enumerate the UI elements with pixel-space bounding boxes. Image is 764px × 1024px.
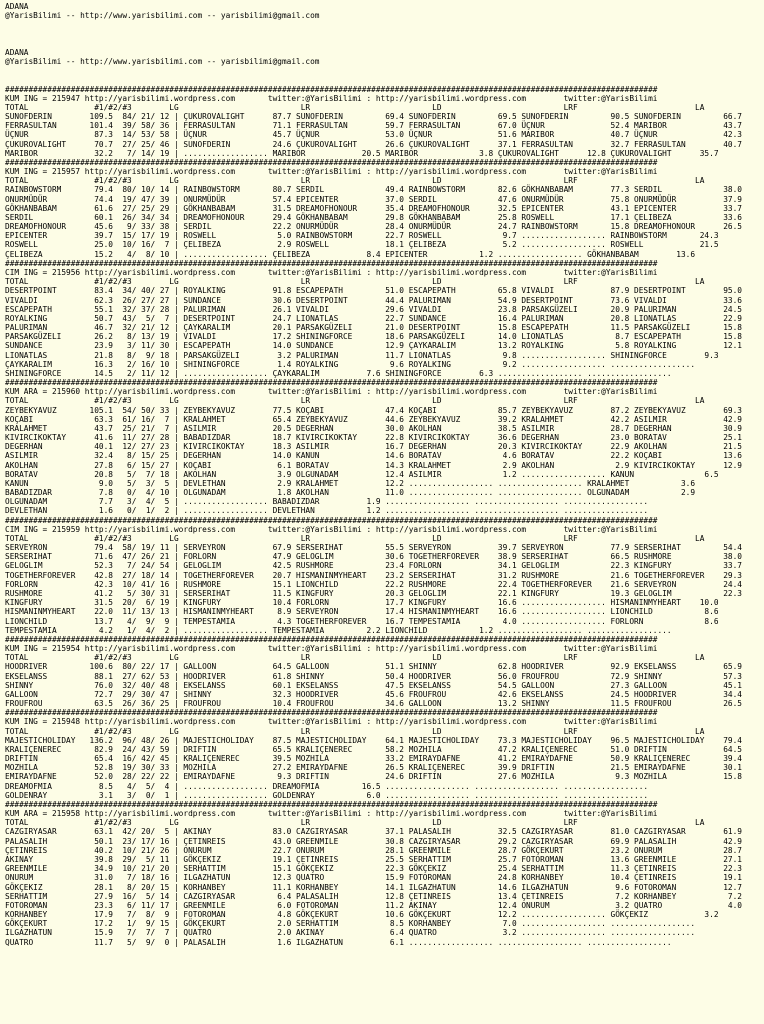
table-row: FOTOROMAN 23.3 6/ 11/ 17 | GREENMILE 6.0 FOTOROMAN 11.2 AKINAY 12.4 ONURUM 3.2 QUATRO 4.0 [5,900,742,910]
separator-line: ########################################################################################################################################### [5,157,658,167]
table-row: GREENMILE 34.9 10/ 21/ 20 | SERHATTIM 15.1 GÖKÇEKIZ 22.3 GÖKÇEKIZ 25.4 SERHATTIM 11.3 ÇETINREIS 22.3 [5,864,742,874]
table-row: HISMANINMYHEART 22.0 11/ 13/ 13 | HISMANINMYHEART 8.9 SERVEYRON 17.4 HISMANINMYHEART 16.6 .................. LIONCHILD 8.6 [5,607,719,617]
blank-line [5,20,764,29]
table-row: GELOGLIM 52.3 7/ 24/ 54 | GELOGLIM 42.5 RUSHMORE 23.4 FORLORN 34.1 GELOGLIM 22.3 KINGFURY 33.7 [5,561,742,571]
column-header: TOTAL #1/#2/#3 LG LR LD LRF LA [5,726,705,736]
table-row: FORLORN 42.3 10/ 41/ 16 | RUSHMORE 15.1 LIONCHILD 22.2 RUSHMORE 22.4 TOGETHERFOREVER 21.6 SERVEYRON 24.4 [5,579,742,589]
table-row: DEGERHAN 40.1 12/ 27/ 23 | KIVIRCIKOKTAY 18.3 ASILMIR 16.7 DEGERHAN 20.3 KIVIRCIKOKTAY 22.9 AKOLHAN 21.5 [5,442,742,452]
table-row: PALURIMAN 46.7 32/ 21/ 12 | ÇAYKARALIM 20.1 PARSAKGÜZELI 21.0 DESERTPOINT 15.8 ESCAPEPATH 11.5 PARSAKGÜZELI 15.8 [5,323,742,333]
table-row: QUATRO 11.7 5/ 9/ 0 | PALASALIH 1.6 ILGAZHATUN 6.1 .................. .................. .................. [5,937,672,947]
table-row: DRIFTIN 65.4 16/ 42/ 45 | KRALIÇENEREC 39.5 MOZHILA 33.2 EMIRAYDAFNE 41.2 EMIRAYDAFNE 50.9 KRALIÇENEREC 39.4 [5,754,742,764]
table-row: SERSERIHAT 71.6 47/ 26/ 21 | FORLORN 47.9 GELOGLIM 30.6 TOGETHERFOREVER 38.9 SERSERIHAT 66.5 RUSHMORE 38.0 [5,552,742,562]
site-credit: @YarisBilimi -- http://www.yarisbilimi.com -- yarisbilimi@gmail.com [5,11,320,21]
table-row: MARIBOR 32.2 7/ 14/ 19 | .................. MARIBOR 20.5 MARIBOR 3.8 ÇUKUROVALIGHT 12.8 ÇUKUROVALIGHT 35.7 [5,148,719,158]
table-row: TOGETHERFOREVER 42.8 27/ 18/ 14 | TOGETHERFOREVER 20.7 HISMANINMYHEART 23.2 SERSERIHAT 31.2 RUSHMORE 21.6 TOGETHERFOREVER 29.3 [5,570,742,580]
table-row: EPICENTER 39.7 15/ 17/ 19 | ROSWELL 5.0 RAINBOWSTORM 22.7 ROSWELL 9.7 .................. RAINBOWSTORM 24.3 [5,231,719,241]
site-credit-repeat: @YarisBilimi -- http://www.yarisbilimi.com -- yarisbilimi@gmail.com [5,57,320,67]
column-header: TOTAL #1/#2/#3 LG LR LD LRF LA [5,818,705,828]
table-row: DREAMOFMIA 8.5 4/ 5/ 4 | .................. DREAMOFMIA 16.5 .................. .................. .................. [5,781,649,791]
table-row: ONURMÜDÜR 74.4 19/ 47/ 39 | ONURMÜDÜR 57.4 EPICENTER 37.0 SERDIL 47.6 ONURMÜDÜR 75.8 ONURMÜDÜR 37.9 [5,194,742,204]
table-row: LIONATLAS 21.8 8/ 9/ 18 | PARSAKGÜZELI 3.2 PALURIMAN 11.7 LIONATLAS 9.8 .................. SHININGFORCE 9.3 [5,350,719,360]
table-row: FROUFROU 63.5 26/ 36/ 25 | FROUFROU 10.4 FROUFROU 34.6 GALLOON 13.2 SHINNY 11.5 FROUFROU 26.5 [5,699,742,709]
table-row: ÇELIBEZA 15.2 4/ 8/ 10 | .................. ÇELIBEZA 8.4 EPICENTER 1.2 .................. GÖKHANBABAM 13.6 [5,249,696,259]
separator-line: ########################################################################################################################################### [5,708,658,718]
column-header: TOTAL #1/#2/#3 LG LR LD LRF LA [5,653,705,663]
table-row: AKINAY 39.8 29/ 5/ 11 | GÖKÇEKIZ 19.1 ÇETINREIS 25.5 SERHATTIM 25.7 FOTOROMAN 13.6 GREENMILE 27.1 [5,854,742,864]
blank-line [5,39,764,48]
table-row: ÇETINREIS 40.2 10/ 21/ 26 | ONURUM 22.7 ONURUM 28.1 GREENMILE 28.7 GÖKÇEKURT 23.2 ONURUM 28.7 [5,845,742,855]
table-row: ROYALKING 50.7 43/ 5/ 7 | DESERTPOINT 24.7 LIONATLAS 22.7 SUNDANCE 16.4 PALURIMAN 20.8 LIONATLAS 22.9 [5,313,742,323]
race-title: KUM ING = 215954 http://yarisbilimi.wordpress.com twitter:@YarisBilimi : http://yarisbilimi.wordpress.com twitter:@YarisBilimi [5,644,658,654]
table-row: AKOLHAN 27.8 6/ 15/ 27 | KOÇABI 6.1 BORATAV 14.3 KRALAHMET 2.9 AKOLHAN 2.9 KIVIRCIKOKTAY 12.9 [5,460,742,470]
table-row: RAINBOWSTORM 79.4 80/ 10/ 14 | RAINBOWSTORM 80.7 SERDIL 49.4 RAINBOWSTORM 82.6 GÖKHANBABAM 77.3 SERDIL 38.0 [5,185,742,195]
race-title: CIM ING = 215956 http://yarisbilimi.wordpress.com twitter:@YarisBilimi : http://yarisbilimi.wordpress.com twitter:@YarisBilimi [5,267,658,277]
table-row: FERRASULTAN 101.4 39/ 58/ 36 | FERRASULTAN 71.1 FERRASULTAN 59.7 FERRASULTAN 67.0 ÜÇNUR 52.4 MARIBOR 43.7 [5,121,742,131]
table-row: KIVIRCIKOKTAY 41.6 11/ 27/ 28 | BABADIZDAR 18.7 KIVIRCIKOKTAY 22.8 KIVIRCIKOKTAY 36.6 DEGERHAN 23.0 BORATAV 25.1 [5,433,742,443]
table-row: CAZGIRYASAR 63.1 42/ 20/ 5 | AKINAY 83.0 CAZGIRYASAR 37.1 PALASALIH 32.5 CAZGIRYASAR 81.0 CAZGIRYASAR 61.9 [5,827,742,837]
table-row: ASILMIR 32.4 8/ 15/ 25 | DEGERHAN 14.0 KANUN 14.6 BORATAV 4.6 BORATAV 22.2 KOÇABI 13.6 [5,451,742,461]
table-row: GÖKHANBABAM 61.6 27/ 25/ 29 | GÖKHANBABAM 31.5 DREAMOFHONOUR 35.4 DREAMOFHONOUR 32.5 EPICENTER 43.1 EPICENTER 33.7 [5,203,742,213]
table-row: ONURUM 31.0 7/ 18/ 16 | ILGAZHATUN 12.3 QUATRO 15.9 FOTOROMAN 24.8 KORHANBEY 10.4 ÇETINREIS 19.1 [5,873,742,883]
table-row: SUNDANCE 23.9 3/ 11/ 30 | ESCAPEPATH 14.0 SUNDANCE 12.9 ÇAYKARALIM 13.2 ROYALKING 5.8 ROYALKING 12.1 [5,341,742,351]
table-row: ZEYBEKYAVUZ 105.1 54/ 50/ 33 | ZEYBEKYAVUZ 77.5 KOÇABI 47.4 KOÇABI 85.7 ZEYBEKYAVUZ 87.2 ZEYBEKYAVUZ 69.3 [5,405,742,415]
table-row: LIONCHILD 13.7 4/ 9/ 9 | TEMPESTAMIA 4.3 TOGETHERFOREVER 16.7 TEMPESTAMIA 4.0 .................. FORLORN 8.6 [5,616,719,626]
table-row: SHINNY 76.0 32/ 40/ 48 | EKSELANSS 60.1 EKSELANSS 47.5 EKSELANSS 54.5 GALLOON 27.3 GALLOON 45.1 [5,680,742,690]
separator-line: ########################################################################################################################################### [5,799,658,809]
site-title: ADANA [5,2,29,11]
table-row: BABADIZDAR 7.8 0/ 4/ 10 | OLGUNADAM 1.8 AKOLHAN 11.0 .................. .................. OLGUNADAM 2.9 [5,488,696,498]
table-row: SHININGFORCE 14.5 2/ 11/ 12 | .................. ÇAYKARALIM 7.6 SHININGFORCE 6.3 .................. .................. [5,368,672,378]
table-row: SERHATTIM 27.9 16/ 5/ 14 | CAZGIRYASAR 6.4 PALASALIH 12.8 ÇETINREIS 13.4 ÇETINREIS 7.2 KORHANBEY 7.2 [5,891,742,901]
blank-line [5,66,764,75]
column-header: TOTAL #1/#2/#3 LG LR LD LRF LA [5,277,705,287]
table-row: SERVEYRON 79.4 58/ 19/ 11 | SERVEYRON 67.9 SERSERIHAT 55.5 SERVEYRON 39.7 SERVEYRON 77.9 SERSERIHAT 54.4 [5,543,742,553]
race-title: KUM ARA = 215958 http://yarisbilimi.wordpress.com twitter:@YarisBilimi : http://yarisbilimi.wordpress.com twitter:@YarisBilimi [5,809,658,819]
separator-line: ########################################################################################################################################### [5,258,658,268]
table-row: GALLOON 72.7 29/ 30/ 47 | SHINNY 32.3 HOODRIVER 45.6 FROUFROU 42.6 EKSELANSS 24.5 HOODRIVER 34.4 [5,689,742,699]
table-row: KANUN 9.0 5/ 3/ 5 | DEVLETHAN 2.9 KRALAHMET 12.2 .................. .................. KRALAHMET 3.6 [5,478,696,488]
site-title-repeat: ADANA [5,47,29,57]
table-row: DREAMOFHONOUR 45.6 9/ 33/ 38 | SERDIL 22.2 ONURMÜDÜR 28.4 ONURMÜDÜR 24.7 RAINBOWSTORM 15.8 DREAMOFHONOUR 26.5 [5,222,742,232]
table-row: GOLDENRAY 3.1 3/ 0/ 1 | .................. GOLDENRAY 6.0 .................. .................. .................. [5,790,649,800]
table-row: HOODRIVER 100.6 80/ 22/ 17 | GALLOON 64.5 GALLOON 51.1 SHINNY 62.8 HOODRIVER 92.9 EKSELANSS 65.9 [5,662,742,672]
table-row: EMIRAYDAFNE 52.0 28/ 22/ 22 | EMIRAYDAFNE 9.3 DRIFTIN 24.6 DRIFTIN 27.6 MOZHILA 9.3 MOZHILA 15.8 [5,772,742,782]
table-row: RUSHMORE 41.2 5/ 30/ 31 | SERSERIHAT 11.5 KINGFURY 20.3 GELOGLIM 22.1 KINGFURY 19.3 GELOGLIM 22.3 [5,589,742,598]
table-row: EKSELANSS 88.1 27/ 62/ 53 | HOODRIVER 61.8 SHINNY 50.4 HOODRIVER 56.0 FROUFROU 72.9 SHINNY 57.3 [5,671,742,681]
race-title: KUM ING = 215948 http://yarisbilimi.wordpress.com twitter:@YarisBilimi : http://yarisbilimi.wordpress.com twitter:@YarisBilimi [5,717,658,727]
table-row: BORATAV 20.8 5/ 7/ 18 | AKOLHAN 3.9 OLGUNADAM 12.4 ASILMIR 1.2 .................. KANUN 6.5 [5,469,719,479]
table-row: ÇAYKARALIM 16.3 2/ 16/ 10 | SHININGFORCE 1.4 ROYALKING 9.6 ROYALKING 9.2 .................. .................. [5,359,696,369]
table-row: GÖKÇEKURT 17.2 1/ 9/ 15 | GÖKÇEKURT 2.0 SERHATTIM 8.5 KORHANBEY 7.0 .................. .................. [5,919,696,929]
column-header: TOTAL #1/#2/#3 LG LR LD LRF LA [5,176,705,186]
column-header: TOTAL #1/#2/#3 LG LR LD LRF LA [5,102,705,112]
race-title: CIM ING = 215959 http://yarisbilimi.wordpress.com twitter:@YarisBilimi : http://yarisbilimi.wordpress.com twitter:@YarisBilimi [5,524,658,534]
table-row: PARSAKGÜZELI 26.2 8/ 13/ 19 | VIVALDI 17.2 SHININGFORCE 18.6 PARSAKGÜZELI 14.0 LIONATLAS 8.7 ESCAPEPATH 15.8 [5,332,742,342]
table-row: OLGUNADAM 7.7 3/ 4/ 5 | .................. BABADIZDAR 1.9 .................. .................. .................. [5,497,649,507]
table-row: DEVLETHAN 1.6 0/ 1/ 2 | .................. DEVLETHAN 1.2 .................. .................. .................. [5,506,649,516]
table-row: ILGAZHATUN 15.9 7/ 7/ 7 | QUATRO 2.0 AKINAY 6.4 QUATRO 3.2 .................. .................. [5,928,696,938]
table-row: ÇUKUROVALIGHT 70.7 27/ 25/ 46 | SUNOFDERIN 24.6 ÇUKUROVALIGHT 26.6 ÇUKUROVALIGHT 37.1 FERRASULTAN 32.7 FERRASULTAN 40.7 [5,139,742,149]
race-title: KUM ARA = 215960 http://yarisbilimi.wordpress.com twitter:@YarisBilimi : http://yarisbilimi.wordpress.com twitter:@YarisBilimi [5,387,658,397]
column-header: TOTAL #1/#2/#3 LG LR LD LRF LA [5,533,705,543]
separator-line: ########################################################################################################################################### [5,634,658,644]
table-row: SERDIL 60.1 26/ 34/ 34 | DREAMOFHONOUR 29.4 GÖKHANBABAM 29.8 GÖKHANBABAM 25.8 ROSWELL 17.1 ÇELIBEZA 33.6 [5,212,742,222]
table-row: KOÇABI 63.3 61/ 16/ 7 | KRALAHMET 65.4 ZEYBEKYAVUZ 44.6 ZEYBEKYAVUZ 39.2 KRALAHMET 42.2 ASILMIR 42.9 [5,414,742,424]
table-row: KINGFURY 31.5 20/ 6/ 19 | KINGFURY 10.4 FORLORN 17.7 KINGFURY 16.6 .................. HISMANINMYHEART 10.0 [5,598,719,608]
race-title: KUM ING = 215957 http://yarisbilimi.wordpress.com twitter:@YarisBilimi : http://yarisbilimi.wordpress.com twitter:@YarisBilimi [5,167,658,177]
column-header: TOTAL #1/#2/#3 LG LR LD LRF LA [5,396,705,406]
table-row: DESERTPOINT 83.4 34/ 40/ 27 | ROYALKING 91.8 ESCAPEPATH 51.0 ESCAPEPATH 65.8 VIVALDI 87.9 DESERTPOINT 95.0 [5,286,742,296]
table-row: TEMPESTAMIA 4.2 1/ 4/ 2 | .................. TEMPESTAMIA 2.2 LIONCHILD 1.2 .................. .................. [5,625,672,635]
table-row: GÖKÇEKIZ 28.1 8/ 20/ 15 | KORHANBEY 11.1 KORHANBEY 14.1 ILGAZHATUN 14.6 ILGAZHATUN 9.6 FOTOROMAN 12.7 [5,882,742,892]
race-title: KUM ING = 215947 http://yarisbilimi.wordpress.com twitter:@YarisBilimi : http://yarisbilimi.wordpress.com twitter:@YarisBilimi [5,93,658,103]
table-row: ÜÇNUR 87.3 14/ 53/ 58 | ÜÇNUR 45.7 ÜÇNUR 53.0 ÜÇNUR 51.6 MARIBOR 40.7 ÜÇNUR 42.3 [5,130,742,140]
table-row: KRALAHMET 43.7 25/ 21/ 7 | ASILMIR 20.5 DEGERHAN 30.0 AKOLHAN 38.5 ASILMIR 28.7 DEGERHAN 30.9 [5,423,742,433]
table-row: ESCAPEPATH 55.1 32/ 37/ 28 | PALURIMAN 26.1 VIVALDI 29.6 VIVALDI 23.8 PARSAKGÜZELI 20.9 PALURIMAN 24.5 [5,304,742,314]
blank-line [5,30,764,39]
table-row: ROSWELL 25.0 10/ 16/ 7 | ÇELIBEZA 2.9 ROSWELL 18.1 ÇELIBEZA 5.2 .................. ROSWELL 21.5 [5,240,719,250]
table-row: PALASALIH 50.1 23/ 17/ 16 | ÇETINREIS 43.0 GREENMILE 30.8 CAZGIRYASAR 29.2 CAZGIRYASAR 69.9 PALASALIH 42.9 [5,836,742,846]
table-row: MOZHILA 52.8 19/ 30/ 33 | MOZHILA 27.2 EMIRAYDAFNE 26.5 KRALIÇENEREC 39.9 DRIFTIN 21.5 EMIRAYDAFNE 30.1 [5,763,742,773]
table-row: MAJESTICHOLIDAY 136.2 96/ 48/ 26 | MAJESTICHOLIDAY 87.5 MAJESTICHOLIDAY 64.1 MAJESTICHOLIDAY 73.3 MAJESTICHOLIDAY 96.5 MAJESTICHOLIDAY 79.4 [5,735,742,745]
separator-line: ########################################################################################################################################### [5,84,658,94]
table-row: VIVALDI 62.3 26/ 27/ 27 | SUNDANCE 30.6 DESERTPOINT 44.4 PALURIMAN 54.9 DESERTPOINT 73.6 VIVALDI 33.6 [5,295,742,305]
table-row: SUNOFDERIN 109.5 84/ 21/ 12 | ÇUKUROVALIGHT 87.7 SUNOFDERIN 69.4 SUNOFDERIN 69.5 SUNOFDERIN 90.5 SUNOFDERIN 66.7 [5,112,742,122]
blank-line [5,75,764,84]
table-row: KRALIÇENEREC 82.9 24/ 43/ 59 | DRIFTIN 65.5 KRALIÇENEREC 58.2 MOZHILA 47.2 KRALIÇENEREC 51.0 DRIFTIN 64.5 [5,744,742,754]
separator-line: ########################################################################################################################################### [5,515,658,525]
table-row: KORHANBEY 17.9 7/ 8/ 9 | FOTOROMAN 4.8 GÖKÇEKURT 10.6 GÖKÇEKURT 12.2 .................. GÖKÇEKIZ 3.2 [5,910,719,920]
separator-line: ########################################################################################################################################### [5,378,658,388]
